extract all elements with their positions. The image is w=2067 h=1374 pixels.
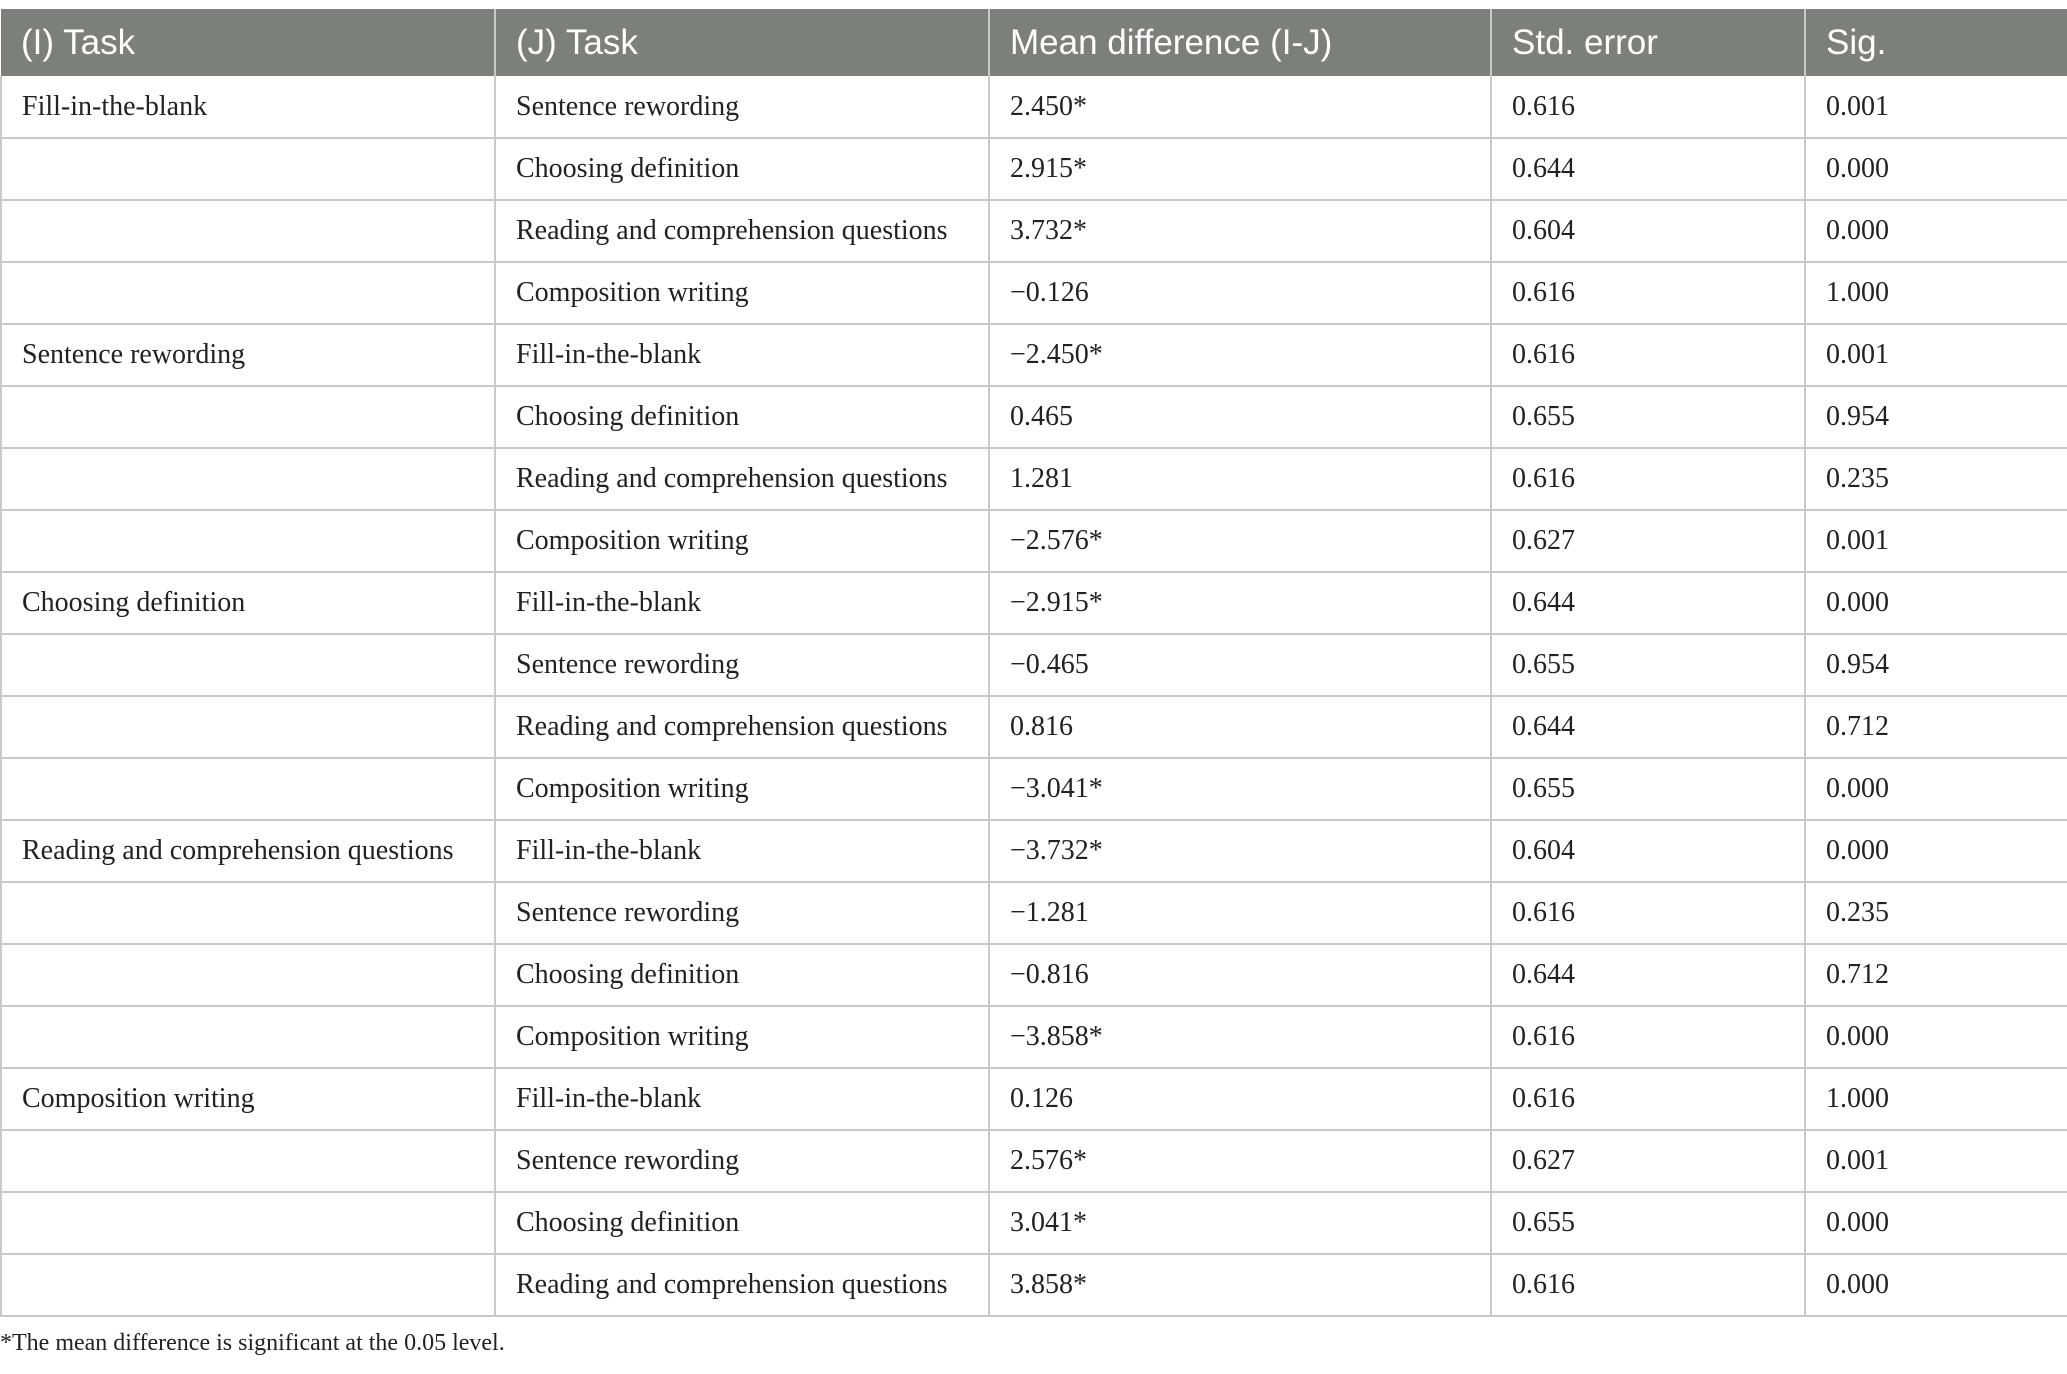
table-row — [1, 138, 2067, 200]
mean-difference-cell: −0.465 — [989, 634, 1491, 696]
j-task-cell: Choosing definition — [495, 138, 989, 200]
j-task-cell: Reading and comprehension questions — [495, 696, 989, 758]
std-error-cell: 0.644 — [1491, 944, 1805, 1006]
sig-cell: 0.000 — [1805, 1006, 2067, 1068]
comparison-table — [0, 9, 2067, 1317]
mean-difference-cell: −2.576* — [989, 510, 1491, 572]
j-task-cell: Composition writing — [495, 758, 989, 820]
table-row — [1, 1192, 2067, 1254]
table-row — [1, 634, 2067, 696]
j-task-cell: Fill-in-the-blank — [495, 1068, 989, 1130]
i-task-cell — [1, 758, 495, 820]
table-row — [1, 1006, 2067, 1068]
mean-difference-cell: 2.450* — [989, 76, 1491, 138]
table-row — [1, 510, 2067, 572]
sig-cell: 0.235 — [1805, 448, 2067, 510]
j-task-cell: Fill-in-the-blank — [495, 324, 989, 386]
table-footnote: *The mean difference is significant at the 0.05 level. — [0, 1330, 505, 1356]
i-task-cell: Reading and comprehension questions — [1, 820, 495, 882]
i-task-cell — [1, 386, 495, 448]
std-error-cell: 0.616 — [1491, 882, 1805, 944]
table-row — [1, 1068, 2067, 1130]
mean-difference-cell: −3.041* — [989, 758, 1491, 820]
j-task-cell: Choosing definition — [495, 1192, 989, 1254]
std-error-cell: 0.616 — [1491, 1006, 1805, 1068]
std-error-cell: 0.604 — [1491, 200, 1805, 262]
i-task-cell — [1, 882, 495, 944]
j-task-cell: Choosing definition — [495, 944, 989, 1006]
std-error-cell: 0.627 — [1491, 1130, 1805, 1192]
sig-cell: 0.001 — [1805, 1130, 2067, 1192]
table-row — [1, 944, 2067, 1006]
table-row — [1, 200, 2067, 262]
i-task-cell — [1, 1254, 495, 1316]
std-error-cell: 0.616 — [1491, 448, 1805, 510]
table-row — [1, 820, 2067, 882]
i-task-cell — [1, 448, 495, 510]
mean-difference-cell: 0.126 — [989, 1068, 1491, 1130]
mean-difference-cell: −0.126 — [989, 262, 1491, 324]
table-body — [1, 76, 2067, 1316]
mean-difference-cell: −3.858* — [989, 1006, 1491, 1068]
table-row — [1, 696, 2067, 758]
sig-cell: 0.954 — [1805, 386, 2067, 448]
j-task-cell: Composition writing — [495, 262, 989, 324]
header-j-task: (J) Task — [495, 9, 989, 76]
mean-difference-cell: 1.281 — [989, 448, 1491, 510]
i-task-cell: Composition writing — [1, 1068, 495, 1130]
sig-cell: 0.712 — [1805, 696, 2067, 758]
sig-cell: 0.000 — [1805, 200, 2067, 262]
mean-difference-cell: −2.450* — [989, 324, 1491, 386]
table-row — [1, 386, 2067, 448]
sig-cell: 0.954 — [1805, 634, 2067, 696]
mean-difference-cell: 2.915* — [989, 138, 1491, 200]
j-task-cell: Choosing definition — [495, 386, 989, 448]
std-error-cell: 0.616 — [1491, 76, 1805, 138]
table-row — [1, 76, 2067, 138]
i-task-cell: Fill-in-the-blank — [1, 76, 495, 138]
mean-difference-cell: 3.858* — [989, 1254, 1491, 1316]
i-task-cell — [1, 1192, 495, 1254]
j-task-cell: Reading and comprehension questions — [495, 200, 989, 262]
std-error-cell: 0.616 — [1491, 324, 1805, 386]
i-task-cell: Sentence rewording — [1, 324, 495, 386]
table-row — [1, 448, 2067, 510]
mean-difference-cell: 2.576* — [989, 1130, 1491, 1192]
mean-difference-cell: −3.732* — [989, 820, 1491, 882]
sig-cell: 0.000 — [1805, 820, 2067, 882]
std-error-cell: 0.655 — [1491, 1192, 1805, 1254]
header-sig: Sig. — [1805, 9, 2067, 76]
i-task-cell — [1, 944, 495, 1006]
mean-difference-cell: 3.732* — [989, 200, 1491, 262]
sig-cell: 1.000 — [1805, 262, 2067, 324]
table-row — [1, 262, 2067, 324]
std-error-cell: 0.616 — [1491, 262, 1805, 324]
sig-cell: 0.001 — [1805, 76, 2067, 138]
i-task-cell — [1, 200, 495, 262]
std-error-cell: 0.655 — [1491, 758, 1805, 820]
table-row — [1, 572, 2067, 634]
j-task-cell: Composition writing — [495, 510, 989, 572]
std-error-cell: 0.644 — [1491, 696, 1805, 758]
header-mean-difference: Mean difference (I-J) — [989, 9, 1491, 76]
header-i-task: (I) Task — [1, 9, 495, 76]
std-error-cell: 0.616 — [1491, 1068, 1805, 1130]
mean-difference-cell: 0.465 — [989, 386, 1491, 448]
i-task-cell — [1, 1130, 495, 1192]
j-task-cell: Fill-in-the-blank — [495, 820, 989, 882]
j-task-cell: Sentence rewording — [495, 76, 989, 138]
i-task-cell — [1, 634, 495, 696]
mean-difference-cell: −2.915* — [989, 572, 1491, 634]
std-error-cell: 0.604 — [1491, 820, 1805, 882]
sig-cell: 0.000 — [1805, 1254, 2067, 1316]
mean-difference-cell: −1.281 — [989, 882, 1491, 944]
j-task-cell: Reading and comprehension questions — [495, 448, 989, 510]
j-task-cell: Fill-in-the-blank — [495, 572, 989, 634]
j-task-cell: Reading and comprehension questions — [495, 1254, 989, 1316]
table-row — [1, 758, 2067, 820]
i-task-cell — [1, 262, 495, 324]
j-task-cell: Sentence rewording — [495, 1130, 989, 1192]
std-error-cell: 0.655 — [1491, 634, 1805, 696]
sig-cell: 0.235 — [1805, 882, 2067, 944]
sig-cell: 1.000 — [1805, 1068, 2067, 1130]
sig-cell: 0.001 — [1805, 324, 2067, 386]
j-task-cell: Sentence rewording — [495, 882, 989, 944]
table-row — [1, 1130, 2067, 1192]
sig-cell: 0.712 — [1805, 944, 2067, 1006]
mean-difference-cell: −0.816 — [989, 944, 1491, 1006]
std-error-cell: 0.644 — [1491, 138, 1805, 200]
i-task-cell — [1, 696, 495, 758]
sig-cell: 0.001 — [1805, 510, 2067, 572]
i-task-cell — [1, 1006, 495, 1068]
i-task-cell — [1, 138, 495, 200]
std-error-cell: 0.616 — [1491, 1254, 1805, 1316]
i-task-cell — [1, 510, 495, 572]
table-row — [1, 882, 2067, 944]
std-error-cell: 0.644 — [1491, 572, 1805, 634]
mean-difference-cell: 3.041* — [989, 1192, 1491, 1254]
header-std-error: Std. error — [1491, 9, 1805, 76]
sig-cell: 0.000 — [1805, 1192, 2067, 1254]
sig-cell: 0.000 — [1805, 572, 2067, 634]
std-error-cell: 0.655 — [1491, 386, 1805, 448]
std-error-cell: 0.627 — [1491, 510, 1805, 572]
sig-cell: 0.000 — [1805, 758, 2067, 820]
table-row — [1, 324, 2067, 386]
j-task-cell: Sentence rewording — [495, 634, 989, 696]
i-task-cell: Choosing definition — [1, 572, 495, 634]
mean-difference-cell: 0.816 — [989, 696, 1491, 758]
header-row — [1, 9, 2067, 76]
table-header — [1, 9, 2067, 76]
sig-cell: 0.000 — [1805, 138, 2067, 200]
j-task-cell: Composition writing — [495, 1006, 989, 1068]
table-row — [1, 1254, 2067, 1316]
